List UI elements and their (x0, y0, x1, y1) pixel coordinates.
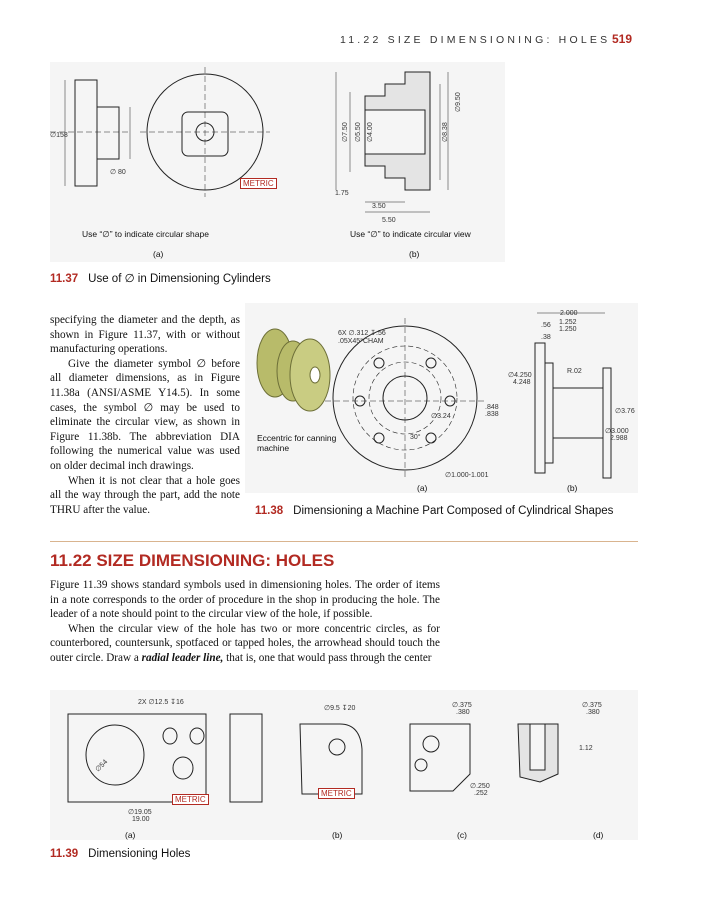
hole-note: 6X ∅.312 ↧.56 (338, 330, 386, 337)
emphasis-term: radial leader line, (141, 651, 224, 664)
section-divider (50, 541, 638, 542)
dim-label: .56 (541, 322, 551, 329)
dim-label: ∅1.000-1.001 (445, 472, 489, 479)
caption-text: Dimensioning Holes (88, 848, 191, 860)
page-number: 519 (612, 32, 633, 46)
dim-label: ∅8.38 (442, 122, 449, 142)
subfigure-label: (b) (409, 249, 420, 259)
dim-label: ∅54 (94, 758, 110, 774)
dim-label: ∅3.000 (605, 428, 629, 435)
dim-label: .848 (485, 404, 499, 411)
chamfer-note: .05X45°CHAM (338, 338, 384, 345)
paragraph (50, 622, 440, 666)
eccentric-photo (257, 329, 330, 411)
figure-11-37 (50, 62, 505, 262)
dim-label: ∅.375 (452, 702, 472, 709)
figure-number: 11.38 (255, 505, 284, 517)
figure-11-38-drawing (245, 303, 638, 493)
subfigure-label: (a) (153, 249, 164, 259)
section-body (50, 578, 440, 666)
caption-text: Use of ∅ in Dimensioning Cylinders (88, 273, 271, 285)
metric-badge: METRIC (172, 794, 209, 805)
figure-number: 11.37 (50, 273, 79, 285)
dim-label: .380 (586, 709, 600, 716)
dim-label: ∅.250 (470, 783, 490, 790)
metric-badge: METRIC (318, 788, 355, 799)
dim-label: 3.50 (372, 203, 386, 210)
dim-label: ∅158 (50, 132, 68, 139)
dim-label: ∅3.24 (431, 413, 451, 420)
dim-label: .38 (541, 334, 551, 341)
paragraph: When it is not clear that a hole goes all the way through the part, add the note THRU after the value. (50, 474, 240, 516)
running-header: 11.22 SIZE DIMENSIONING: HOLES (340, 34, 611, 46)
figure-11-38 (245, 303, 638, 493)
photo-caption: Eccentric for canning machine (257, 433, 337, 453)
dim-label: R.02 (567, 368, 582, 375)
dim-label: 30° (410, 434, 421, 441)
dim-label: ∅.375 (582, 702, 602, 709)
dim-label: 19.00 (132, 816, 150, 823)
dim-label: 1.75 (335, 190, 349, 197)
dim-label: ∅5.50 (355, 122, 362, 142)
dim-label: .252 (474, 790, 488, 797)
subfigure-label: (a) (417, 483, 428, 493)
dim-label: .838 (485, 411, 499, 418)
dim-label: 1.252 (559, 319, 577, 326)
dim-label: 1.12 (579, 745, 593, 752)
figure-number: 11.39 (50, 848, 79, 860)
subfigure-label: (b) (567, 483, 578, 493)
paragraph: Give the diameter symbol ∅ before all diameter dimensions, as in Figure 11.38a (ANSI/ASME Y14.5). In some cases, the symbol ∅ may be used to eliminate the circular view, as shown in Figure 11.38b. The abbreviation DIA following the numerical value was used on older decimal inch drawings. (50, 357, 240, 472)
figure-note: Use “∅” to indicate circular view (350, 229, 471, 239)
figure-11-39-drawing (50, 690, 638, 840)
dim-label: ∅7.50 (342, 122, 349, 142)
figure-caption (50, 848, 190, 860)
dim-label: ∅4.250 (508, 372, 532, 379)
dim-label: 2.988 (610, 435, 628, 442)
figure-11-39 (50, 690, 638, 840)
dim-label: 2.000 (560, 310, 578, 317)
dim-label: 5.50 (382, 217, 396, 224)
hole-note: ∅9.5 ↧20 (324, 705, 356, 712)
figure-caption (255, 505, 613, 517)
dim-label: 1.250 (559, 326, 577, 333)
metric-badge: METRIC (240, 178, 277, 189)
subfigure-label: (c) (457, 830, 467, 840)
hole-note: 2X ∅12.5 ↧16 (138, 699, 184, 706)
body-text-left (50, 313, 240, 517)
dim-label: ∅ 80 (110, 169, 126, 176)
figure-note: Use “∅” to indicate circular shape (82, 229, 209, 239)
text: that is, one that would pass through the center (223, 651, 432, 664)
figure-caption (50, 271, 271, 285)
paragraph: specifying the diameter and the depth, as shown in Figure 11.37, with or without manufacturing operations. (50, 314, 240, 356)
text: When the circular view of the hole has two or more concentric circles, as for counterbored, countersunk, spotfaced or tapped holes, the arrowhead should touch the outer circle. Draw a (50, 622, 440, 664)
caption-text: Dimensioning a Machine Part Composed of Cylindrical Shapes (293, 505, 614, 517)
subfigure-label: (d) (593, 830, 604, 840)
subfigure-label: (a) (125, 830, 136, 840)
paragraph: Figure 11.39 shows standard symbols used in dimensioning holes. The order of items in a note corresponds to the order of procedure in the shop in producing the hole. The leader of a note should point to the circular view of the hole, if possible. (50, 579, 440, 621)
dim-label: .380 (456, 709, 470, 716)
subfigure-label: (b) (332, 830, 343, 840)
dim-label: 4.248 (513, 379, 531, 386)
dim-label: ∅19.05 (128, 809, 152, 816)
dim-label: ∅4.00 (367, 122, 374, 142)
section-heading: 11.22 SIZE DIMENSIONING: HOLES (50, 551, 335, 570)
dim-label: ∅9.50 (455, 92, 462, 112)
dim-label: ∅3.76 (615, 408, 635, 415)
